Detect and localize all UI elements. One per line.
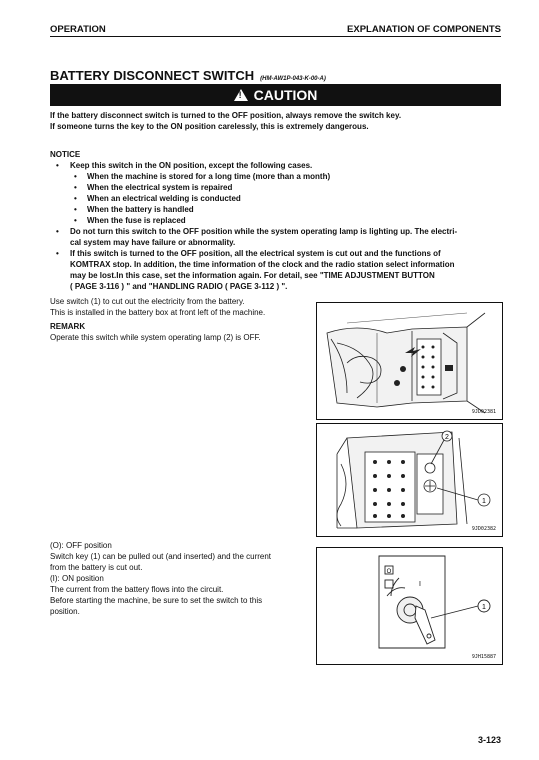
notice-subitem: When the battery is handled [87,205,194,214]
page-header [50,24,501,37]
caution-label: CAUTION [253,87,318,103]
warning-triangle-icon [234,89,248,101]
caution-line-1: If the battery disconnect switch is turned to the OFF position, always remove the switch key. [50,111,402,120]
caution-line-2: If someone turns the key to the ON position carelessly, this is extremely dangerous. [50,122,369,131]
bullet-icon: • [56,161,59,170]
callout-1-label: 1 [482,604,486,611]
notice-item-3-line-3: may be lost.In this case, set the information again. For detail, see "TIME ADJUSTMENT BUTTON [70,271,435,280]
notice-subitem: When the machine is stored for a long time (more than a month) [87,172,331,181]
position-line-2: Switch key (1) can be pulled out (and inserted) and the current [50,552,272,561]
notice-subitem: When an electrical welding is conducted [87,194,241,203]
body-line-1: Use switch (1) to cut out the electricity from the battery. [50,297,245,306]
off-mark: O [386,569,392,575]
notice-item-3-line-1: If this switch is turned to the OFF position, all the electrical system is cut out and the functions of [70,249,441,258]
notice-item-2-line-1: Do not turn this switch to the OFF position while the system operating lamp is lighting up. The electri- [70,227,458,236]
switch-location-drawing [317,424,502,536]
position-line-6: Before starting the machine, be sure to set the switch to this [50,596,263,605]
figure-battery-box-overview [316,302,503,420]
figure-switch-location [316,423,503,537]
notice-item-3-line-4: ( PAGE 3-116 ) " and "HANDLING RADIO ( PAGE 3-112 ) ". [70,282,288,291]
notice-subitem: When the fuse is replaced [87,216,186,225]
callout-2-label: 2 [445,434,449,441]
notice-item-1: Keep this switch in the ON position, except the following cases. [70,161,313,170]
bullet-icon: • [74,216,77,225]
bullet-icon: • [74,172,77,181]
caution-banner [50,84,501,106]
position-line-3: from the battery is cut out. [50,563,143,572]
remark-heading: REMARK [50,322,86,331]
section-code: (HM-AW1P-043-K-00-A) [260,76,326,82]
bullet-icon: • [56,227,59,236]
section-title-text: BATTERY DISCONNECT SWITCH [50,68,255,83]
header-left: OPERATION [50,24,106,35]
remark-text: Operate this switch while system operating lamp (2) is OFF. [50,333,261,342]
battery-box-drawing [317,303,502,419]
notice-item-2-line-2: cal system may have failure or abnormality. [70,238,236,247]
header-right: EXPLANATION OF COMPONENTS [347,24,501,35]
notice-item-3-line-2: KOMTRAX stop. In addition, the time information of the clock and the radio station select information [70,260,455,269]
section-title [50,68,326,83]
position-line-7: position. [50,607,80,616]
position-line-5: The current from the battery flows into the circuit. [50,585,224,594]
figure-switch-key-detail [316,547,503,665]
notice-heading: NOTICE [50,150,81,159]
figure-2-caption: 9JD02382 [471,526,496,532]
notice-subitem: When the electrical system is repaired [87,183,233,192]
page-number: 3-123 [477,735,501,745]
position-line-4: (I): ON position [50,574,104,583]
body-line-2: This is installed in the battery box at front left of the machine. [50,308,266,317]
figure-3-caption: 9JH15887 [471,654,496,660]
switch-key-drawing [317,548,502,664]
position-line-1: (O): OFF position [50,541,112,550]
figure-1-caption: 9JD02381 [471,409,496,415]
bullet-icon: • [74,205,77,214]
bullet-icon: • [56,249,59,258]
on-mark: I [419,581,421,588]
bullet-icon: • [74,194,77,203]
bullet-icon: • [74,183,77,192]
callout-1-label: 1 [482,498,486,505]
